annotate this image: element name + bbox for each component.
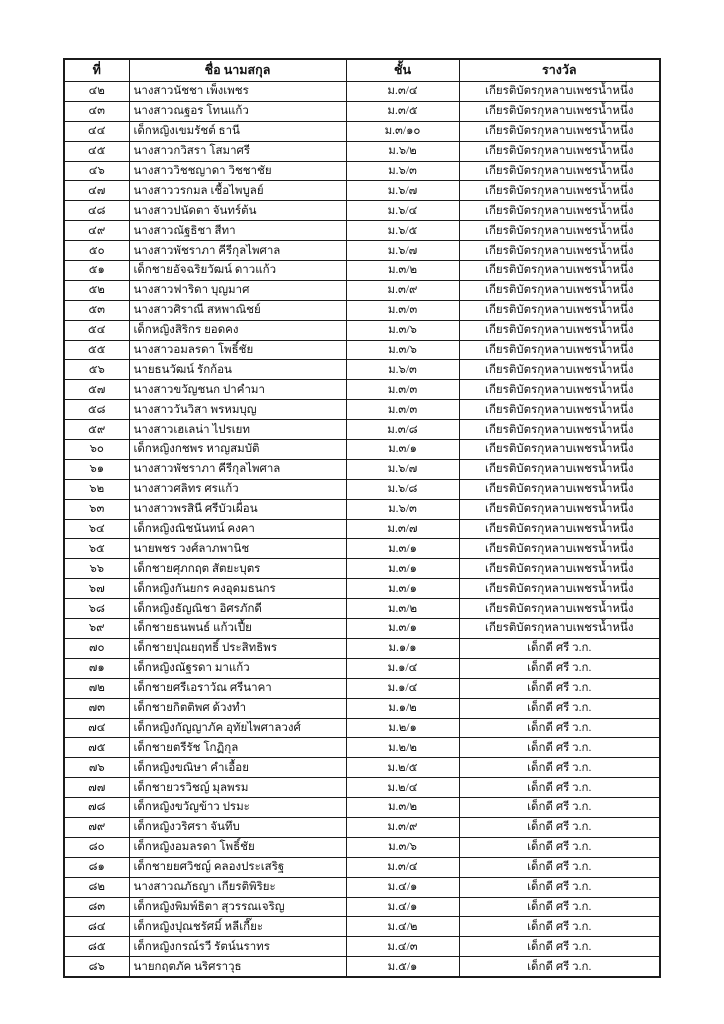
- header-no: ที่: [64, 59, 129, 82]
- row-number-cell: ๖๓: [64, 499, 129, 519]
- row-number-cell: ๖๑: [64, 459, 129, 479]
- table-row: [64, 121, 660, 141]
- name-cell: เด็กหญิงพิมพ์ธิตา สุวรรณเจริญ: [129, 897, 346, 917]
- row-number-cell: ๕๙: [64, 420, 129, 440]
- table-row: [64, 579, 660, 599]
- table-row: [64, 141, 660, 161]
- table-row: [64, 280, 660, 300]
- table-row: [64, 161, 660, 181]
- row-number-cell: ๘๒: [64, 877, 129, 897]
- row-number-cell: ๔๕: [64, 141, 129, 161]
- name-cell: เด็กหญิงธัญณิชา อิศรภักดี: [129, 599, 346, 619]
- table-row: [64, 440, 660, 460]
- class-cell: ม.๓/๙: [346, 817, 459, 837]
- table-row: [64, 539, 660, 559]
- table-row: [64, 758, 660, 778]
- name-cell: เด็กหญิงวริศรา จันทึบ: [129, 817, 346, 837]
- row-number-cell: ๔๔: [64, 121, 129, 141]
- class-cell: ม.๖/๔: [346, 201, 459, 221]
- name-cell: เด็กหญิงสิริกร ยอดคง: [129, 320, 346, 340]
- award-recipients-table: [63, 58, 661, 978]
- name-cell: เด็กหญิงขวัญข้าว ปรมะ: [129, 798, 346, 818]
- award-cell: เกียรติบัตรกุหลาบเพชรน้ำหนึ่ง: [459, 101, 660, 121]
- class-cell: ม.๑/๒: [346, 698, 459, 718]
- class-cell: ม.๓/๑: [346, 440, 459, 460]
- class-cell: ม.๖/๗: [346, 459, 459, 479]
- name-cell: นางสาวฟาริดา บุญมาศ: [129, 280, 346, 300]
- table-row: [64, 857, 660, 877]
- name-cell: นางสาวศลิทร ศรแก้ว: [129, 479, 346, 499]
- row-number-cell: ๗๘: [64, 798, 129, 818]
- table-row: [64, 837, 660, 857]
- row-number-cell: ๘๕: [64, 937, 129, 957]
- award-cell: เด็กดี ศรี ว.ก.: [459, 817, 660, 837]
- name-cell: นางสาวอมลรดา โพธิ์ชัย: [129, 340, 346, 360]
- table-row: [64, 897, 660, 917]
- table-row: [64, 420, 660, 440]
- name-cell: เด็กหญิงณัฐรดา มาแก้ว: [129, 658, 346, 678]
- row-number-cell: ๕๔: [64, 320, 129, 340]
- class-cell: ม.๔/๒: [346, 917, 459, 937]
- award-cell: เกียรติบัตรกุหลาบเพชรน้ำหนึ่ง: [459, 340, 660, 360]
- award-cell: เด็กดี ศรี ว.ก.: [459, 917, 660, 937]
- table-row: [64, 101, 660, 121]
- award-cell: เด็กดี ศรี ว.ก.: [459, 738, 660, 758]
- class-cell: ม.๓/๗: [346, 519, 459, 539]
- award-cell: เกียรติบัตรกุหลาบเพชรน้ำหนึ่ง: [459, 241, 660, 261]
- class-cell: ม.๓/๑: [346, 539, 459, 559]
- name-cell: เด็กหญิงขณิษา คำเอื้อย: [129, 758, 346, 778]
- row-number-cell: ๕๘: [64, 400, 129, 420]
- class-cell: ม.๓/๘: [346, 420, 459, 440]
- table-row: [64, 241, 660, 261]
- row-number-cell: ๖๕: [64, 539, 129, 559]
- award-cell: เกียรติบัตรกุหลาบเพชรน้ำหนึ่ง: [459, 420, 660, 440]
- name-cell: เด็กชายอัจฉริยวัฒน์ ดาวแก้ว: [129, 261, 346, 281]
- table-row: [64, 877, 660, 897]
- class-cell: ม.๖/๗: [346, 241, 459, 261]
- row-number-cell: ๘๓: [64, 897, 129, 917]
- award-cell: เกียรติบัตรกุหลาบเพชรน้ำหนึ่ง: [459, 539, 660, 559]
- award-cell: เกียรติบัตรกุหลาบเพชรน้ำหนึ่ง: [459, 519, 660, 539]
- header-class: ชั้น: [346, 59, 459, 82]
- row-number-cell: ๕๕: [64, 340, 129, 360]
- award-cell: เกียรติบัตรกุหลาบเพชรน้ำหนึ่ง: [459, 261, 660, 281]
- table-row: [64, 638, 660, 658]
- class-cell: ม.๖/๓: [346, 499, 459, 519]
- award-cell: เด็กดี ศรี ว.ก.: [459, 877, 660, 897]
- award-cell: เกียรติบัตรกุหลาบเพชรน้ำหนึ่ง: [459, 82, 660, 102]
- class-cell: ม.๓/๑: [346, 579, 459, 599]
- class-cell: ม.๓/๓: [346, 400, 459, 420]
- row-number-cell: ๖๖: [64, 559, 129, 579]
- award-cell: เกียรติบัตรกุหลาบเพชรน้ำหนึ่ง: [459, 579, 660, 599]
- name-cell: นางสาวณฐอร โทนแก้ว: [129, 101, 346, 121]
- award-cell: เด็กดี ศรี ว.ก.: [459, 897, 660, 917]
- table-row: [64, 678, 660, 698]
- name-cell: เด็กหญิงณิชนันทน์ คงคา: [129, 519, 346, 539]
- table-row: [64, 957, 660, 977]
- table-row: [64, 519, 660, 539]
- award-cell: เกียรติบัตรกุหลาบเพชรน้ำหนึ่ง: [459, 499, 660, 519]
- name-cell: เด็กชายตรีรัช โกฏิกุล: [129, 738, 346, 758]
- class-cell: ม.๕/๑: [346, 957, 459, 977]
- award-cell: เกียรติบัตรกุหลาบเพชรน้ำหนึ่ง: [459, 619, 660, 639]
- table-row: [64, 479, 660, 499]
- table-row: [64, 181, 660, 201]
- award-cell: เด็กดี ศรี ว.ก.: [459, 857, 660, 877]
- award-cell: เกียรติบัตรกุหลาบเพชรน้ำหนึ่ง: [459, 121, 660, 141]
- name-cell: นางสาวปนัดตา จันทร์ต้น: [129, 201, 346, 221]
- row-number-cell: ๗๓: [64, 698, 129, 718]
- row-number-cell: ๗๒: [64, 678, 129, 698]
- class-cell: ม.๓/๖: [346, 837, 459, 857]
- name-cell: เด็กชายวรวิชญ์ มุลพรม: [129, 778, 346, 798]
- award-cell: เด็กดี ศรี ว.ก.: [459, 698, 660, 718]
- row-number-cell: ๗๔: [64, 718, 129, 738]
- row-number-cell: ๔๗: [64, 181, 129, 201]
- name-cell: นางสาวนัชชา เพ็งเพชร: [129, 82, 346, 102]
- table-row: [64, 360, 660, 380]
- class-cell: ม.๓/๑: [346, 559, 459, 579]
- row-number-cell: ๗๕: [64, 738, 129, 758]
- table-row: [64, 798, 660, 818]
- name-cell: เด็กหญิงกรณ์รวี รัตน์นราทร: [129, 937, 346, 957]
- class-cell: ม.๓/๒: [346, 599, 459, 619]
- header-name: ชื่อ นามสกุล: [129, 59, 346, 82]
- row-number-cell: ๖๗: [64, 579, 129, 599]
- class-cell: ม.๒/๕: [346, 758, 459, 778]
- row-number-cell: ๖๙: [64, 619, 129, 639]
- row-number-cell: ๔๒: [64, 82, 129, 102]
- class-cell: ม.๓/๒: [346, 261, 459, 281]
- table-row: [64, 738, 660, 758]
- table-row: [64, 778, 660, 798]
- award-cell: เกียรติบัตรกุหลาบเพชรน้ำหนึ่ง: [459, 559, 660, 579]
- award-cell: เด็กดี ศรี ว.ก.: [459, 678, 660, 698]
- name-cell: เด็กหญิงเขมรัชต์ ธานี: [129, 121, 346, 141]
- award-cell: เกียรติบัตรกุหลาบเพชรน้ำหนึ่ง: [459, 459, 660, 479]
- table-row: [64, 261, 660, 281]
- table-row: [64, 499, 660, 519]
- award-cell: เด็กดี ศรี ว.ก.: [459, 837, 660, 857]
- award-cell: เด็กดี ศรี ว.ก.: [459, 778, 660, 798]
- row-number-cell: ๕๒: [64, 280, 129, 300]
- row-number-cell: ๔๘: [64, 201, 129, 221]
- name-cell: นางสาวกวิสรา โสมาศรี: [129, 141, 346, 161]
- row-number-cell: ๔๓: [64, 101, 129, 121]
- class-cell: ม.๑/๔: [346, 678, 459, 698]
- row-number-cell: ๔๖: [64, 161, 129, 181]
- award-cell: เกียรติบัตรกุหลาบเพชรน้ำหนึ่ง: [459, 320, 660, 340]
- award-cell: เกียรติบัตรกุหลาบเพชรน้ำหนึ่ง: [459, 360, 660, 380]
- table-row: [64, 380, 660, 400]
- row-number-cell: ๗๑: [64, 658, 129, 678]
- class-cell: ม.๓/๕: [346, 101, 459, 121]
- class-cell: ม.๑/๑: [346, 638, 459, 658]
- award-cell: เกียรติบัตรกุหลาบเพชรน้ำหนึ่ง: [459, 479, 660, 499]
- class-cell: ม.๔/๓: [346, 937, 459, 957]
- award-cell: เกียรติบัตรกุหลาบเพชรน้ำหนึ่ง: [459, 201, 660, 221]
- name-cell: เด็กหญิงปุณชรัศมิ์ หลีเกี๊ยะ: [129, 917, 346, 937]
- name-cell: นางสาววันวิสา พรหมบุญ: [129, 400, 346, 420]
- name-cell: นางสาวเฮเลน่า ไปรเยท: [129, 420, 346, 440]
- row-number-cell: ๘๐: [64, 837, 129, 857]
- table-row: [64, 320, 660, 340]
- row-number-cell: ๘๔: [64, 917, 129, 937]
- row-number-cell: ๕๐: [64, 241, 129, 261]
- table-row: [64, 917, 660, 937]
- table-row: [64, 82, 660, 102]
- name-cell: เด็กชายศรีเอราวัณ ศรีนาคา: [129, 678, 346, 698]
- name-cell: นางสาวศิราณี สหพาณิชย์: [129, 300, 346, 320]
- name-cell: เด็กชายยศวิชญ์ คลองประเสริฐ: [129, 857, 346, 877]
- class-cell: ม.๓/๖: [346, 340, 459, 360]
- award-cell: เกียรติบัตรกุหลาบเพชรน้ำหนึ่ง: [459, 300, 660, 320]
- name-cell: นางสาวพรสินี ศรีบัวเผื่อน: [129, 499, 346, 519]
- class-cell: ม.๔/๑: [346, 877, 459, 897]
- class-cell: ม.๖/๘: [346, 479, 459, 499]
- award-cell: เกียรติบัตรกุหลาบเพชรน้ำหนึ่ง: [459, 141, 660, 161]
- name-cell: นายกฤตภัค นริศราวุธ: [129, 957, 346, 977]
- award-cell: เกียรติบัตรกุหลาบเพชรน้ำหนึ่ง: [459, 400, 660, 420]
- award-cell: เกียรติบัตรกุหลาบเพชรน้ำหนึ่ง: [459, 181, 660, 201]
- class-cell: ม.๖/๗: [346, 181, 459, 201]
- class-cell: ม.๓/๖: [346, 320, 459, 340]
- table-row: [64, 300, 660, 320]
- class-cell: ม.๔/๑: [346, 897, 459, 917]
- table-row: [64, 201, 660, 221]
- name-cell: เด็กชายศุภกฤต สัตยะบุตร: [129, 559, 346, 579]
- table-row: [64, 400, 660, 420]
- class-cell: ม.๖/๒: [346, 141, 459, 161]
- name-cell: นางสาวณัฐธิชา สีทา: [129, 221, 346, 241]
- name-cell: เด็กชายกิตติพศ ด้วงทำ: [129, 698, 346, 718]
- class-cell: ม.๒/๒: [346, 738, 459, 758]
- row-number-cell: ๗๐: [64, 638, 129, 658]
- name-cell: เด็กหญิงกันยกร คงอุดมธนกร: [129, 579, 346, 599]
- row-number-cell: ๖๔: [64, 519, 129, 539]
- class-cell: ม.๓/๙: [346, 280, 459, 300]
- header-award: รางวัล: [459, 59, 660, 82]
- class-cell: ม.๒/๑: [346, 718, 459, 738]
- award-cell: เกียรติบัตรกุหลาบเพชรน้ำหนึ่ง: [459, 599, 660, 619]
- table-row: [64, 459, 660, 479]
- row-number-cell: ๘๖: [64, 957, 129, 977]
- award-cell: เกียรติบัตรกุหลาบเพชรน้ำหนึ่ง: [459, 380, 660, 400]
- table-row: [64, 698, 660, 718]
- class-cell: ม.๒/๔: [346, 778, 459, 798]
- class-cell: ม.๖/๓: [346, 161, 459, 181]
- award-cell: เด็กดี ศรี ว.ก.: [459, 957, 660, 977]
- award-cell: เด็กดี ศรี ว.ก.: [459, 658, 660, 678]
- name-cell: นายธนวัฒน์ รักก้อน: [129, 360, 346, 380]
- row-number-cell: ๕๖: [64, 360, 129, 380]
- name-cell: เด็กชายปุณยฤทธิ์ ประสิทธิพร: [129, 638, 346, 658]
- name-cell: นางสาวพัชราภา คีรีกุลไพศาล: [129, 459, 346, 479]
- row-number-cell: ๖๐: [64, 440, 129, 460]
- table-header: [64, 59, 660, 82]
- table-row: [64, 718, 660, 738]
- row-number-cell: ๗๙: [64, 817, 129, 837]
- award-cell: เด็กดี ศรี ว.ก.: [459, 937, 660, 957]
- row-number-cell: ๕๑: [64, 261, 129, 281]
- row-number-cell: ๘๑: [64, 857, 129, 877]
- table-row: [64, 658, 660, 678]
- row-number-cell: ๗๗: [64, 778, 129, 798]
- row-number-cell: ๗๖: [64, 758, 129, 778]
- name-cell: นางสาววรกมล เชื้อไพบูลย์: [129, 181, 346, 201]
- award-cell: เด็กดี ศรี ว.ก.: [459, 758, 660, 778]
- table-body: [64, 82, 660, 978]
- table-row: [64, 599, 660, 619]
- class-cell: ม.๓/๑๐: [346, 121, 459, 141]
- name-cell: เด็กหญิงอมลรดา โพธิ์ชัย: [129, 837, 346, 857]
- award-cell: เด็กดี ศรี ว.ก.: [459, 638, 660, 658]
- name-cell: เด็กหญิงกชพร หาญสมบัติ: [129, 440, 346, 460]
- award-cell: เด็กดี ศรี ว.ก.: [459, 798, 660, 818]
- header-row: [64, 59, 660, 82]
- name-cell: นางสาววิชชญาดา วิชชาชัย: [129, 161, 346, 181]
- class-cell: ม.๓/๓: [346, 300, 459, 320]
- row-number-cell: ๕๓: [64, 300, 129, 320]
- name-cell: เด็กชายธนพนธ์ แก้วเปี้ย: [129, 619, 346, 639]
- row-number-cell: ๕๗: [64, 380, 129, 400]
- class-cell: ม.๓/๓: [346, 380, 459, 400]
- class-cell: ม.๖/๓: [346, 360, 459, 380]
- table-row: [64, 559, 660, 579]
- award-cell: เกียรติบัตรกุหลาบเพชรน้ำหนึ่ง: [459, 440, 660, 460]
- name-cell: นางสาวพัชราภา คีรีกุลไพศาล: [129, 241, 346, 261]
- name-cell: เด็กหญิงกัญญาภัค อุทัยไพศาลวงศ์: [129, 718, 346, 738]
- name-cell: นางสาวขวัญชนก ปาคำมา: [129, 380, 346, 400]
- table-row: [64, 937, 660, 957]
- class-cell: ม.๓/๒: [346, 798, 459, 818]
- class-cell: ม.๖/๕: [346, 221, 459, 241]
- class-cell: ม.๓/๔: [346, 82, 459, 102]
- class-cell: ม.๓/๑: [346, 619, 459, 639]
- award-cell: เกียรติบัตรกุหลาบเพชรน้ำหนึ่ง: [459, 221, 660, 241]
- table-row: [64, 340, 660, 360]
- award-cell: เกียรติบัตรกุหลาบเพชรน้ำหนึ่ง: [459, 161, 660, 181]
- name-cell: นางสาวณภัธญา เกียรติพิริยะ: [129, 877, 346, 897]
- row-number-cell: ๔๙: [64, 221, 129, 241]
- row-number-cell: ๖๒: [64, 479, 129, 499]
- class-cell: ม.๓/๔: [346, 857, 459, 877]
- table-row: [64, 619, 660, 639]
- row-number-cell: ๖๘: [64, 599, 129, 619]
- class-cell: ม.๑/๔: [346, 658, 459, 678]
- award-cell: เกียรติบัตรกุหลาบเพชรน้ำหนึ่ง: [459, 280, 660, 300]
- table-row: [64, 221, 660, 241]
- name-cell: นายพชร วงศ์ลาภพานิช: [129, 539, 346, 559]
- award-cell: เด็กดี ศรี ว.ก.: [459, 718, 660, 738]
- table-row: [64, 817, 660, 837]
